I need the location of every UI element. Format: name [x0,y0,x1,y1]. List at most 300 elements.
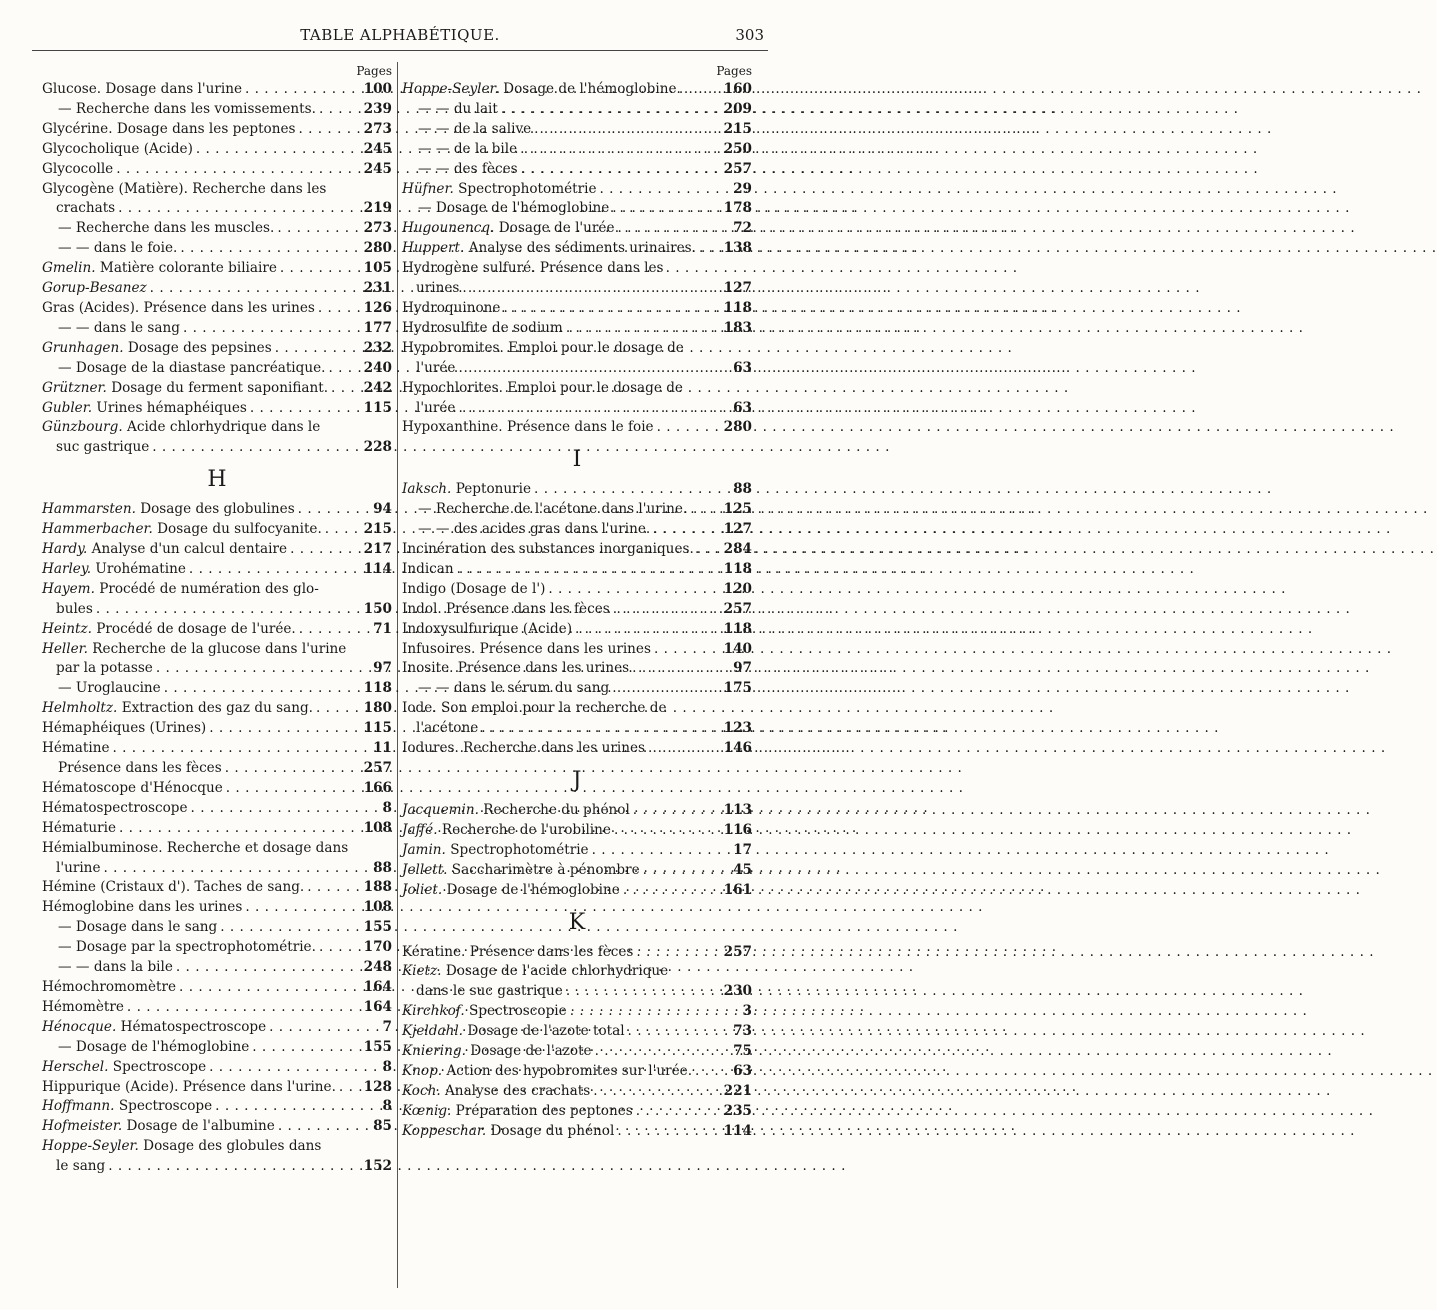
entry-page-number: 125 [723,501,752,518]
entry-heading: Herschel. [42,1058,109,1075]
entry-description: Spectrophotométrie [453,180,597,197]
dot-leader [628,1022,723,1042]
index-entry [42,859,392,879]
index-entry [402,500,752,520]
entry-text [56,659,153,679]
entry-text [42,779,223,799]
entry-heading: Jellett. [402,861,448,878]
entry-page-number: 114 [363,560,392,577]
entry-text [416,399,455,419]
entry-page-number: 138 [723,240,752,257]
dot-leader [566,982,721,1002]
entry-text [58,938,316,958]
entry-page-number: 7 [382,1018,392,1035]
entry-heading: Kjeldahl. [402,1023,463,1040]
dot-leader [104,859,364,879]
entry-page-number: 183 [723,319,752,336]
index-entry-line [42,418,392,438]
entry-description: — — dans la bile [58,959,173,976]
dot-leader [183,319,361,339]
index-entry [42,600,392,620]
entry-heading: Indigo (Dosage de l') [402,580,546,597]
entry-page-number: 257 [363,760,392,776]
index-column-right [402,60,752,1142]
entry-text [58,1038,249,1058]
entry-text [42,520,322,540]
entry-description: Son emploi pour la recherche de [436,700,667,717]
entry-heading: Hardy. [42,541,88,558]
dot-leader [617,1122,720,1142]
dot-leader [623,881,721,901]
entry-page-number: 257 [723,600,752,617]
entry-description: — Recherche de l'acétone dans l'urine. [418,501,688,518]
entry-description: Action des hypobromites sur l'urée. [442,1062,693,1079]
entry-text [402,480,531,500]
dot-leader [570,1002,723,1022]
index-entry [42,239,392,259]
entry-heading: Gmelin. [42,260,96,277]
entry-heading: Hydrosulfite de sodium [402,319,563,336]
entry-page-number: 88 [733,481,752,498]
entry-description: — Recherche dans les muscles. [58,220,275,237]
entry-heading: Jamin. [402,841,446,858]
entry-heading: Hayem. [42,580,95,597]
dot-leader [280,259,361,279]
entry-description: Dosage des globules dans [138,1138,322,1155]
entry-heading: Hüfner. [402,180,454,197]
index-entry [402,560,752,580]
entry-text [56,199,115,219]
entry-text [402,739,645,759]
entry-description: bules [56,600,93,617]
entry-description: Présence dans les fèces [58,760,222,776]
entry-text [418,679,609,699]
entry-text [402,418,654,438]
entry-page-number: 230 [723,983,752,1000]
dot-leader [613,600,721,620]
entry-page-number: 245 [363,140,392,157]
entry-description: — Dosage par la spectrophotométrie. [58,939,316,956]
entry-text [42,1097,212,1117]
entry-page-number: 232 [363,339,392,356]
dot-leader [209,1058,363,1078]
entry-description: Spectroscope [114,1098,213,1115]
entry-description: dans le suc gastrique [416,983,563,1000]
entry-text [42,799,188,819]
index-entry [402,80,752,100]
entry-heading: Glycocolle [42,160,114,177]
entry-heading: Kniering. [402,1043,466,1060]
index-entry [42,540,392,560]
entry-text [402,319,563,339]
entry-heading: Heintz. [42,620,92,637]
entry-description: Dosage de l'hémoglobine [442,881,620,898]
entry-page-number: 164 [363,998,392,1015]
entry-description: Recherche dans les [187,180,327,197]
index-entry [42,259,392,279]
entry-text [418,160,518,180]
entry-text [416,982,563,1002]
entry-page-number: 178 [723,200,752,217]
entry-text [416,359,455,379]
entry-description: suc gastrique [56,439,150,456]
index-entry [42,1078,392,1098]
entry-text [402,1042,592,1062]
entry-description: Dosage de l'azote [465,1043,592,1060]
entry-heading: Hypoxanthine. [402,419,503,436]
index-entry [42,560,392,580]
index-entry [42,659,392,679]
entry-description: Dosage de l'hémoglobine. [498,81,681,97]
index-entry-line [42,640,392,660]
entry-heading: Harley. [42,560,92,577]
pages-label: Pages [716,64,752,78]
entry-description: — Recherche dans les vomissements. [58,100,316,117]
entry-page-number: 221 [723,1082,752,1099]
entry-page-number: 245 [363,160,392,177]
entry-description: Dosage dans l'urine [101,81,243,97]
entry-text [402,180,597,200]
entry-description: par la potasse [56,660,153,677]
entry-text [402,821,611,841]
entry-description: Procédé de numération des glo- [94,580,319,597]
entry-description: Présence dans les fèces [465,943,634,960]
dot-leader [339,1078,361,1098]
entry-text [42,1138,321,1154]
index-entry-line [42,1137,392,1157]
entry-text [42,840,348,856]
entry-description: crachats [56,200,116,217]
entry-page-number: 3 [742,1003,752,1020]
index-entry-line [402,339,752,359]
entry-page-number: 63 [733,359,752,376]
dot-leader [307,878,360,898]
index-entry [402,480,752,500]
entry-page-number: 240 [363,359,392,376]
page-header [32,26,768,51]
entry-description: — — dans le sérum du sang [418,680,610,697]
entry-text [42,259,277,279]
dot-leader [566,319,721,339]
entry-heading: Infusoires. [402,640,476,657]
index-entry [42,438,392,458]
index-entry [402,679,752,699]
entry-description: Saccharimètre à pénombre [447,861,640,878]
entry-text [58,958,173,978]
entry-description: Acide chlorhydrique dans le [122,419,321,436]
index-entry [42,918,392,938]
entry-heading: Gras (Acides). [42,299,140,316]
entry-description: — Dosage de la diastase pancréatique. [58,359,326,376]
index-entry [402,359,752,379]
index-entry [402,160,752,180]
entry-text [402,1102,633,1122]
dot-leader [250,399,361,419]
index-entry [42,379,392,399]
entry-text [418,120,531,140]
index-entry [42,160,392,180]
entry-description: l'urine [56,859,101,876]
entry-heading: Kératine. [402,943,466,960]
index-entry [42,978,392,998]
entry-page-number: 231 [363,280,392,297]
dot-leader [653,520,720,540]
entry-page-number: 161 [723,881,752,898]
entry-text [58,239,177,259]
entry-text [42,500,295,520]
entry-page-number: 115 [363,399,392,416]
entry-text [402,861,640,881]
entry-description: Spectrophotométrie [445,841,589,858]
entry-page-number: 250 [723,140,752,157]
dot-leader [319,100,361,120]
dot-leader [521,160,721,180]
entry-description: Présence dans les fèces [441,600,610,617]
entry-text [402,1122,614,1142]
entry-page-number: 8 [382,799,392,816]
dot-leader [298,500,363,520]
entry-heading: Glycérine. [42,120,113,137]
entry-heading: Iodures. [402,740,459,757]
entry-page-number: 188 [363,879,392,896]
entry-description: — — de la salive [418,120,532,137]
entry-page-number: 164 [363,978,392,995]
entry-page-number: 180 [363,700,392,717]
entry-description: Urohématine [91,560,186,577]
entry-page-number: 127 [723,521,752,538]
dot-leader [108,1157,360,1177]
entry-description: Présence dans les urines [139,299,315,316]
entry-description: Peptonurie [451,481,532,498]
entry-text [402,1002,567,1022]
entry-description: Recherche de l'urobiline [437,821,611,838]
index-entry [42,100,392,120]
dot-leader [176,958,361,978]
index-entry [42,359,392,379]
entry-text [42,1018,266,1038]
entry-text [58,219,274,239]
index-entry [402,640,752,660]
entry-description: Dosage du phénol [486,1122,615,1139]
entry-text [42,719,206,739]
entry-page-number: 8 [382,1058,392,1075]
index-entry [42,620,392,640]
entry-heading: Günzbourg. [42,419,123,436]
entry-heading: Hydrogène sulfuré. [402,260,536,277]
dot-leader [152,438,360,458]
index-entry [402,620,752,640]
entry-page-number: 100 [363,81,392,97]
entry-heading: Hoppe-Seyler. [42,1138,139,1155]
index-entry [42,759,392,779]
index-entry [402,279,752,299]
entry-heading: Hippurique (Acide). [42,1078,179,1095]
dot-leader [501,100,721,120]
entry-page-number: 17 [733,841,752,858]
entry-description: Spectroscope [108,1058,207,1075]
dot-leader [316,699,361,719]
entry-description: — — du lait [418,100,498,117]
dot-leader [113,739,363,759]
index-entry [42,1018,392,1038]
entry-page-number: 88 [373,859,392,876]
entry-text [42,181,326,197]
index-entry [42,279,392,299]
dot-leader [458,399,723,419]
dot-leader [299,120,361,140]
dot-leader [189,560,361,580]
index-entry [402,418,752,438]
dot-leader [179,978,361,998]
entry-description: Analyse des crachats [440,1082,591,1099]
entry-description: Dosage des globulines [135,501,295,518]
entry-heading: Inosite. [402,660,454,677]
entry-page-number: 150 [363,600,392,617]
index-entry [402,180,752,200]
entry-text [42,978,176,998]
entry-description: l'acétone [416,720,479,737]
entry-page-number: 215 [363,521,392,538]
index-entry [42,878,392,898]
index-entry [42,679,392,699]
entry-page-number: 29 [733,180,752,197]
index-entry [402,1002,752,1022]
dot-leader [654,640,721,660]
entry-text [402,340,684,356]
index-entry [402,1062,752,1082]
section-letter-heading: J [572,768,582,793]
entry-text [402,881,620,901]
entry-page-number: 123 [723,720,752,737]
dot-leader [462,279,720,299]
entry-page-number: 120 [723,580,752,597]
index-entry [402,399,752,419]
entry-text [58,759,222,779]
section-letter-heading: K [568,909,586,935]
entry-page-number: 235 [723,1102,752,1119]
index-entry [42,779,392,799]
entry-heading: Helmholtz. [42,700,118,717]
entry-heading: Indol. [402,600,442,617]
entry-text [42,699,313,719]
index-entry [42,898,392,918]
entry-description: — — dans le foie. [58,240,178,257]
entry-description: Dosage de l'albumine [122,1118,275,1135]
entry-text [42,540,287,560]
entry-text [42,878,304,898]
entry-text [42,739,110,759]
entry-text [42,279,147,299]
entry-description: Présence dans le foie [502,419,654,436]
dot-leader [150,279,361,299]
entry-page-number: 127 [723,280,752,297]
running-title: TABLE ALPHABÉTIQUE. [300,26,500,44]
entry-text [402,620,572,640]
entry-page-number: 242 [363,379,392,396]
entry-text [58,100,316,120]
entry-description: — Dosage dans le sang [58,919,218,936]
entry-page-number: 177 [363,319,392,336]
entry-text [418,520,650,540]
dot-leader [118,199,360,219]
index-entry [402,801,752,821]
dot-leader [220,918,360,938]
entry-heading: Hémoglobine dans les urines [42,899,243,916]
index-entry [42,958,392,978]
entry-heading: Hoppe-Seyler. [402,81,499,97]
index-entry [402,540,752,560]
index-entry [42,299,392,319]
entry-page-number: 73 [733,1023,752,1040]
index-entry [42,120,392,140]
entry-description: Présence dans les urines [475,640,651,657]
index-entry [42,199,392,219]
entry-page-number: 105 [363,260,392,277]
entry-heading: Hémaphéiques (Urines) [42,720,207,737]
entry-description: Dosage dans les peptones [112,120,296,137]
entry-description: Dosage de l'azote total [463,1023,625,1040]
entry-heading: Koppeschar. [402,1122,487,1139]
entry-heading: Hofmeister. [42,1118,123,1135]
entry-text [58,319,180,339]
dot-leader [245,898,360,918]
entry-text [42,140,193,160]
index-entry [402,659,752,679]
entry-heading: Kirchkof. [402,1003,465,1020]
index-entry [402,739,752,759]
index-entry-line [42,580,392,600]
entry-text [56,438,149,458]
entry-text [402,260,664,276]
entry-heading: Hammarsten. [42,501,136,518]
index-entry [402,841,752,861]
dot-leader [191,799,363,819]
index-entry [42,1038,392,1058]
section-letter-heading: H [207,467,227,493]
entry-page-number: 8 [382,1098,392,1115]
entry-heading: Hématospectroscope [42,799,188,816]
entry-text [402,640,651,660]
entry-text [402,540,694,560]
index-entry [42,799,392,819]
entry-description: Recherche de la glucose dans l'urine [87,640,347,657]
index-entry [402,600,752,620]
entry-description: l'urée [416,359,456,376]
entry-description: Taches de sang. [190,879,305,896]
entry-description: Spectroscopie [464,1003,567,1020]
entry-page-number: 280 [363,240,392,257]
index-entry [42,80,392,100]
index-entry [42,739,392,759]
entry-description: — Dosage de l'hémoglobine [58,1038,250,1055]
dot-leader [520,140,720,160]
entry-text [402,600,610,620]
entry-heading: Gorup-Besanez [42,280,147,297]
dot-leader [632,659,723,679]
entry-heading: Hénocque. [42,1018,117,1035]
index-entry-line [402,259,752,279]
entry-text [58,918,217,938]
entry-heading: Indican [402,560,454,577]
entry-page-number: 128 [363,1078,392,1095]
entry-text [42,898,242,918]
index-entry [402,299,752,319]
dot-leader [697,540,721,560]
index-entry [402,219,752,239]
section-letter-heading: I [572,447,582,473]
entry-description: Hématospectroscope [116,1018,267,1035]
entry-text [402,700,667,716]
